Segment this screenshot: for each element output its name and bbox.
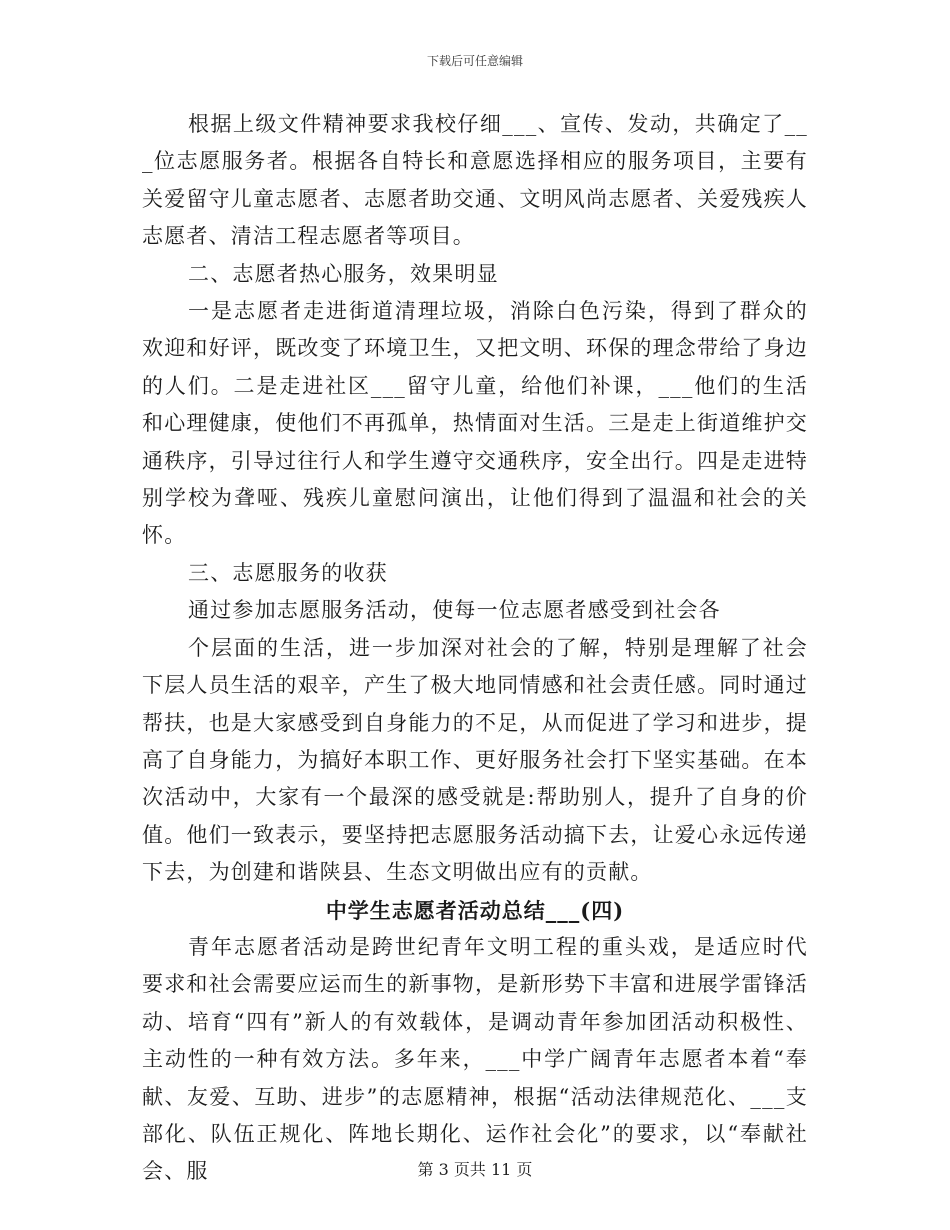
paragraph-volunteer-service: 一是志愿者走进街道清理垃圾，消除白色污染，得到了群众的欢迎和好评，既改变了环境卫生，又把文明、环保的理念带给了身边的人们。二是走进社区___留守儿童，给他们补课，___他们的生活和心理健康，使他们不再孤单，热情面对生活。三是走上街道维护交通秩序，引导过往行人和学生遵守交通秩序，安全出行。四是走进特别学校为聋哑、残疾儿童慰问演出，让他们得到了温温和社会的关怀。: [142, 299, 808, 548]
heading-section-three: 三、志愿服务的收获: [188, 560, 388, 585]
page-footer: 第 3 页共 11 页: [417, 1160, 533, 1179]
page-header: 下载后可任意编辑: [426, 54, 523, 68]
paragraph-volunteer-recruitment: 根据上级文件精神要求我校仔细___、宣传、发动，共确定了___位志愿服务者。根据各自特长和意愿选择相应的服务项目，主要有关爱留守儿童志愿者、志愿者助交通、文明风尚志愿者、关爱残疾人志愿者、清洁工程志愿者等项目。: [142, 112, 808, 249]
document-body: [142, 106, 808, 1191]
paragraph-harvest-intro: 通过参加志愿服务活动，使每一位志愿者感受到社会各: [188, 598, 721, 623]
section-title: 中学生志愿者活动总结___(四): [325, 897, 625, 923]
paragraph-youth-volunteer: 青年志愿者活动是跨世纪青年文明工程的重头戏，是适应时代要求和社会需要应运而生的新事物，是新形势下丰富和进展学雷锋活动、培育“四有”新人的有效载体，是调动青年参加团活动积极性、主动性的一种有效方法。多年来，___中学广阔青年志愿者本着“奉献、友爱、互助、进步”的志愿精神，根据“活动法律规范化、___支部化、队伍正规化、阵地长期化、运作社会化”的要求，以“奉献社会、服: [142, 934, 808, 1184]
heading-section-two: 二、志愿者热心服务，效果明显: [188, 261, 499, 286]
paragraph-harvest-body: 个层面的生活，进一步加深对社会的了解，特别是理解了社会下层人员生活的艰辛，产生了极大地同情感和社会责任感。同时通过帮扶，也是大家感受到自身能力的不足，从而促进了学习和进步，提高了自身能力，为搞好本职工作、更好服务社会打下坚实基础。在本次活动中，大家有一个最深的感受就是:帮助别人，提升了自身的价值。他们一致表示，要坚持把志愿服务活动搞下去，让爱心永远传递下去，为创建和谐陕县、生态文明做出应有的贡献。: [142, 635, 808, 885]
